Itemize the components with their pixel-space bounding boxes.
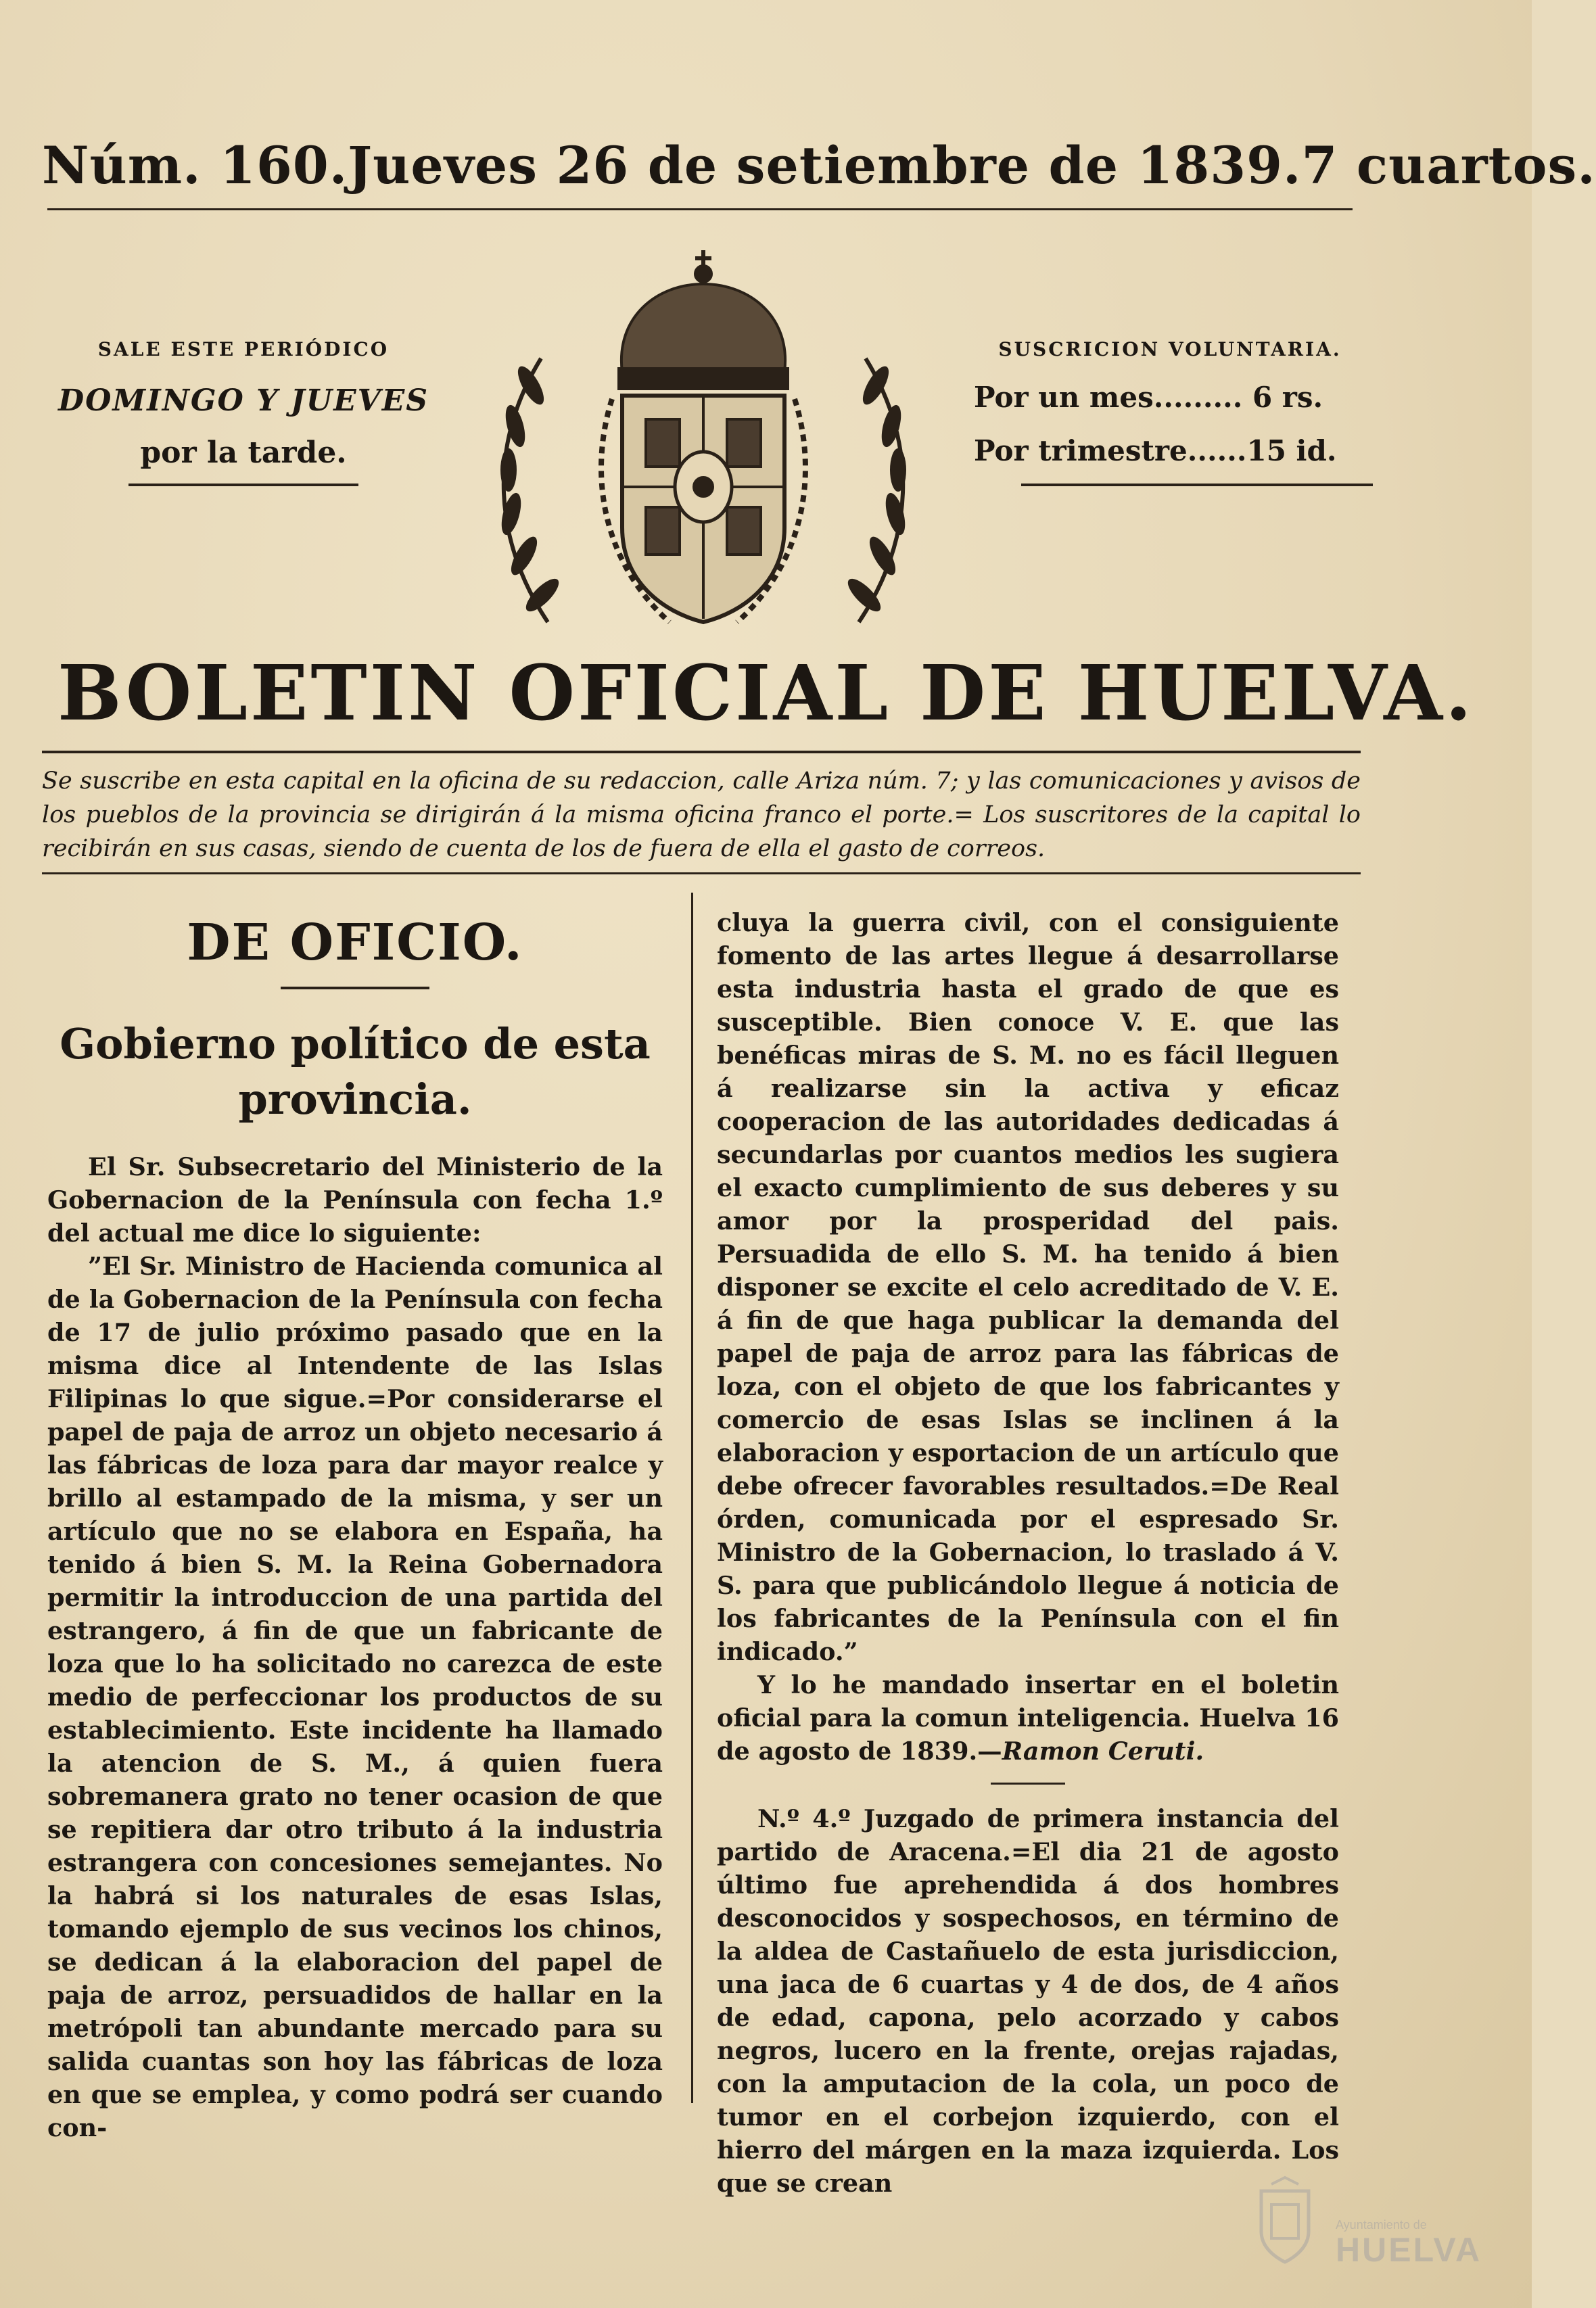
masthead [42,135,1596,196]
issue-price: 7 cuartos. [1301,135,1596,195]
closing-text: Y lo he mandado insertar en el boletin oficial para la comun inteligencia. Huelva 16 de agosto de 1839.— [717,1670,1339,1766]
column-divider [691,893,693,2103]
article-heading: Gobierno político de esta provincia. [60,1019,651,1124]
schedule-heading: SALE ESTE PERIÓDICO [97,338,390,360]
watermark-line2: HUELVA [1336,2231,1482,2269]
issue-number: Núm. 160. [42,135,348,195]
royal-coat-of-arms-icon [467,243,940,642]
right-column [717,906,1339,2200]
subscription-month: Por un mes......... 6 rs. [974,381,1323,414]
subscription-quarter: Por trimestre......15 id. [974,434,1337,467]
section-heading: DE OFICIO. [187,914,523,972]
schedule-days: DOMINGO Y JUEVES [57,383,429,418]
article-paragraph: cluya la guerra civil, con el consiguiente fomento de las artes llegue á desarrollarse esta industria hasta el grado de que es susceptible. Bien conoce V. E. que las benéficas miras de S. M. no es fácil lleguen á realizarse sin la activa y eficaz cooperacion de las autoridades dedicadas á secundarlas por cuantos medios les sugiera el exacto cumplimiento de sus deberes y su amor por la prosperidad del pais. Persuadida de ello S. M. ha tenido á bien disponer se excite el celo acreditado de V. E. á fin de que haga publicar la demanda del papel de paja de arroz para las fábricas de loza, con el objeto de que los fabricantes y comercio de esas Islas se inclinen á la elaboracion y esportacion de un artículo que debe ofrecer favorables resultados.=De Real órden, comunicada por el espresado Sr. Ministro de la Gobernacion, lo traslado á V. S. para que publicándolo llegue á noticia de los fabricantes de la Península con el fin indicado.” [717,908,1339,1666]
notice-rule [42,872,1361,877]
issue-date: Jueves 26 de setiembre de 1839. [348,135,1302,195]
subscription-heading: SUSCRICION VOLUNTARIA. [998,338,1342,360]
section-rule [281,987,429,989]
city-shield-icon [1254,2177,1315,2265]
subscription-rule [1021,484,1373,486]
signature: Ramon Ceruti. [1002,1737,1204,1766]
watermark-line1: Ayuntamiento de [1336,2218,1427,2232]
article-paragraph: El Sr. Subsecretario del Ministerio de la Gobernacion de la Península con fecha 1.º del actual me dice lo siguiente: [47,1152,663,1248]
archive-watermark [1254,2177,1482,2279]
left-column [47,913,663,2144]
article-paragraph: ”El Sr. Ministro de Hacienda comunica al de la Gobernacion de la Península con fecha de 17 de julio próximo pasado que en la misma dice al Intendente de las Islas Filipinas lo que sigue.=Por considerarse el papel de paja de arroz un objeto necesario á las fábricas de loza para dar mayor realce y brillo al estampado de la misma, y ser un artículo que no se elabora en España, ha tenido á bien S. M. la Reina Gobernadora permitir la introduccion de una partida del estrangero, á fin de que un fabricante de loza que lo ha solicitado no carezca de este medio de perfeccionar los productos de su establecimiento. Este incidente ha llamado la atencion de S. M., á quien fuera sobremanera grato no tener ocasion de que se repitiera dar otro tributo á la industria estrangera con concesiones semejantes. No la habrá si los naturales de esas Islas, tomando ejemplo de sus vecinos los chinos, se dedican á la elaboracion del papel de paja de arroz, persuadidos de hallar en la metrópoli tan abundante mercado para su salida cuantas son hoy las fábricas de loza en que se emplea, y como podrá ser cuando con- [47,1252,663,2142]
publication-schedule [54,338,433,486]
newspaper-title: BOLETIN OFICIAL DE HUELVA. [57,649,1475,738]
title-rule [42,751,1361,756]
schedule-rule [128,484,358,486]
article-separator [991,1783,1065,1785]
masthead-rule [47,203,1353,210]
article-closing [717,1668,1339,1768]
article-paragraph: N.º 4.º Juzgado de primera instancia del partido de Aracena.=El dia 21 de agosto último fue aprehendida á dos hombres desconocidos y sospechosos, en término de la aldea de Castañuelo de esta jurisdiccion, una jaca de 6 cuartas y 4 de dos, de 4 años de edad, capona, pelo acorzado y cabos negros, lucero en la frente, orejas rajadas, con la amputacion de la cola, un poco de tumor en el corbejon izquierdo, con el hierro del márgen en la maza izquierda. Los que se crean [717,1804,1339,2198]
subscription-box [974,338,1366,486]
schedule-time: por la tarde. [140,435,347,470]
subscription-notice: Se suscribe en esta capital en la oficina de su redaccion, calle Ariza núm. 7; y las comunicaciones y avisos de los pueblos de la provincia se dirigirán á la misma oficina franco el porte.= Los suscritores de la capital lo recibirán en sus casas, siendo de cuenta de los de fuera de ella el gasto de correos. [42,768,1361,862]
